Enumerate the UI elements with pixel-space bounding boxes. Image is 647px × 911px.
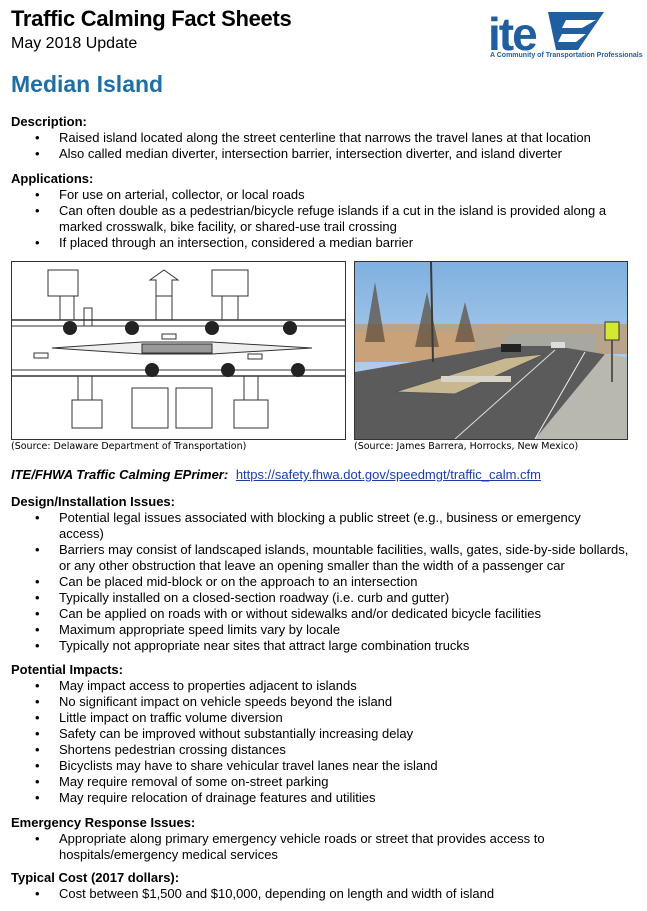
- impacts-item: • Little impact on traffic volume diversion: [11, 710, 639, 726]
- design-item: • Can be placed mid-block or on the approach to an intersection: [11, 574, 639, 590]
- description-heading: Description:: [11, 114, 87, 129]
- logo-swoosh-shape: [548, 12, 604, 50]
- impacts-heading: Potential Impacts:: [11, 662, 123, 677]
- design-item: • Typically not appropriate near sites that attract large combination trucks: [11, 638, 639, 654]
- description-item: • Raised island located along the street centerline that narrows the travel lanes at that location: [11, 130, 639, 146]
- eprimer-line: [11, 467, 541, 482]
- design-item: • Typically installed on a closed-section roadway (i.e. curb and gutter): [11, 590, 639, 606]
- applications-item: • For use on arterial, collector, or local roads: [11, 187, 639, 203]
- left-figure-caption: (Source: Delaware Department of Transportation): [11, 441, 247, 452]
- applications-item: • If placed through an intersection, considered a median barrier: [11, 235, 639, 251]
- applications-heading: Applications:: [11, 171, 94, 186]
- design-section: [11, 494, 639, 654]
- impacts-item: • Safety can be improved without substantially increasing delay: [11, 726, 639, 742]
- impacts-section: [11, 662, 639, 806]
- emergency-item: • Appropriate along primary emergency vehicle roads or street that provides access to hospitals/emergency medical services: [11, 831, 579, 863]
- description-item: • Also called median diverter, intersection barrier, intersection diverter, and island diverter: [11, 146, 639, 162]
- design-item: • Can be applied on roads with or without sidewalks and/or dedicated bicycle facilities: [11, 606, 639, 622]
- eprimer-link[interactable]: https://safety.fhwa.dot.gov/speedmgt/traffic_calm.cfm: [235, 467, 541, 482]
- design-item: • Barriers may consist of landscaped islands, mountable facilities, walls, gates, side-by-side bollards, or any other obstruction that leave an opening smaller than the width of a passenger car: [11, 542, 639, 574]
- cost-section: [11, 870, 639, 902]
- applications-item: • Can often double as a pedestrian/bicycle refuge islands if a cut in the island is provided along a marked crosswalk, bike facility, or shared-use trail crossing: [11, 203, 619, 235]
- description-section: [11, 114, 639, 162]
- emergency-section: [11, 815, 579, 863]
- eprimer-label: ITE/FHWA Traffic Calming EPrimer:: [11, 467, 229, 482]
- logo-tagline: A Community of Transportation Professionals: [490, 52, 643, 59]
- impacts-item: • Shortens pedestrian crossing distances: [11, 742, 639, 758]
- design-heading: Design/Installation Issues:: [11, 494, 175, 509]
- design-item: • Potential legal issues associated with blocking a public street (e.g., business or emergency access): [11, 510, 619, 542]
- impacts-item: • No significant impact on vehicle speeds beyond the island: [11, 694, 639, 710]
- applications-section: [11, 171, 639, 251]
- cost-heading: Typical Cost (2017 dollars):: [11, 870, 180, 885]
- median-island-diagram: [11, 261, 346, 440]
- design-item: • Maximum appropriate speed limits vary by locale: [11, 622, 639, 638]
- impacts-item: • Bicyclists may have to share vehicular travel lanes near the island: [11, 758, 639, 774]
- page-title: Median Island: [11, 71, 164, 97]
- document-subtitle: May 2018 Update: [11, 35, 138, 52]
- cost-item: • Cost between $1,500 and $10,000, depending on length and width of island: [11, 886, 639, 902]
- document-title: Traffic Calming Fact Sheets: [11, 6, 292, 31]
- impacts-item: • May impact access to properties adjacent to islands: [11, 678, 639, 694]
- median-island-photo: [354, 261, 628, 440]
- right-figure-caption: (Source: James Barrera, Horrocks, New Mexico): [354, 441, 579, 452]
- impacts-item: • May require relocation of drainage features and utilities: [11, 790, 639, 806]
- emergency-heading: Emergency Response Issues:: [11, 815, 196, 830]
- logo-wordmark: ite: [488, 8, 536, 60]
- impacts-item: • May require removal of some on-street parking: [11, 774, 639, 790]
